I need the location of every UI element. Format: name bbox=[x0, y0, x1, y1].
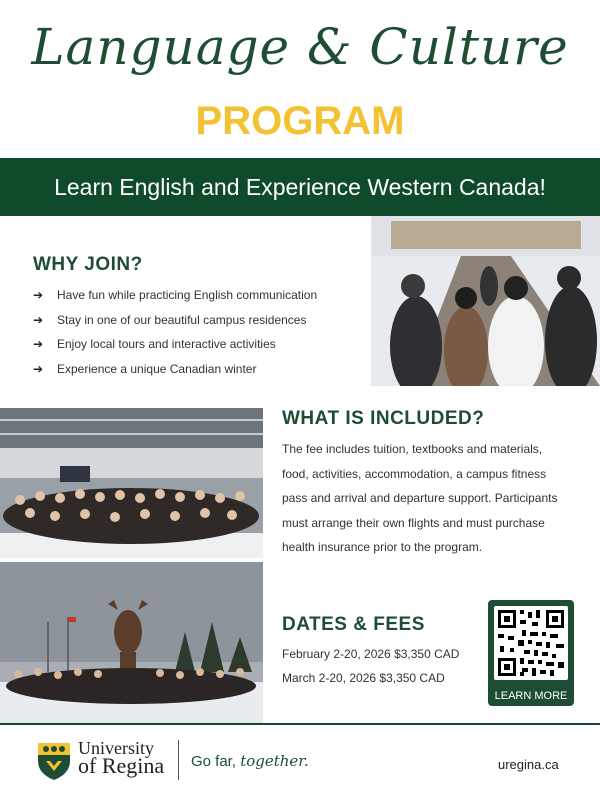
tagline-part2: together. bbox=[240, 752, 309, 770]
learn-more-label: LEARN MORE bbox=[494, 690, 568, 702]
list-item-text: Stay in one of our beautiful campus residences bbox=[57, 312, 307, 327]
arrow-icon: ➔ bbox=[33, 337, 44, 352]
date-fee-line: March 2-20, 2026 $3,350 CAD bbox=[282, 671, 445, 685]
banner-text: Learn English and Experience Western Canada! bbox=[54, 173, 546, 200]
list-item bbox=[33, 332, 317, 357]
university-wordmark-line2: of Regina bbox=[78, 753, 165, 778]
university-crest-icon bbox=[36, 741, 72, 781]
list-item-text: Have fun while practicing English communication bbox=[57, 288, 318, 303]
qr-code-icon bbox=[494, 606, 568, 680]
arrow-icon: ➔ bbox=[33, 312, 44, 327]
arrow-icon: ➔ bbox=[33, 288, 44, 303]
arrow-icon: ➔ bbox=[33, 361, 44, 376]
website-link[interactable]: uregina.ca bbox=[498, 757, 559, 772]
ice-rink-group-photo bbox=[0, 408, 263, 558]
what-is-included-heading: WHAT IS INCLUDED? bbox=[282, 408, 485, 429]
program-script-title: Language & Culture bbox=[31, 18, 569, 76]
dates-fees-heading: DATES & FEES bbox=[282, 614, 425, 635]
why-join-list bbox=[33, 283, 317, 381]
list-item bbox=[33, 308, 317, 333]
tagline-banner bbox=[0, 158, 600, 216]
university-tagline bbox=[191, 752, 309, 770]
tagline-part1: Go far, bbox=[191, 753, 241, 770]
learn-more-qr[interactable] bbox=[488, 600, 574, 706]
footer-vertical-divider bbox=[178, 740, 179, 780]
included-description: The fee includes tuition, textbooks and materials, food, activities, accommodation, a campus fitness pass and arrival and departure support. Participants must arrange their own flights and must purchase health insurance prior to the program. bbox=[282, 442, 558, 554]
why-join-heading: WHY JOIN? bbox=[33, 254, 143, 275]
list-item-text: Experience a unique Canadian winter bbox=[57, 361, 257, 376]
moose-statue-group-photo bbox=[0, 562, 263, 725]
date-fee-line: February 2-20, 2026 $3,350 CAD bbox=[282, 647, 460, 661]
list-item bbox=[33, 283, 317, 308]
university-wordmark-line1: University bbox=[78, 738, 154, 758]
program-title: PROGRAM bbox=[195, 99, 405, 143]
list-item-text: Enjoy local tours and interactive activities bbox=[57, 337, 276, 352]
footer-divider-line bbox=[0, 723, 600, 725]
list-item bbox=[33, 357, 317, 382]
university-wordmark bbox=[78, 738, 165, 778]
students-walking-photo bbox=[371, 216, 600, 386]
